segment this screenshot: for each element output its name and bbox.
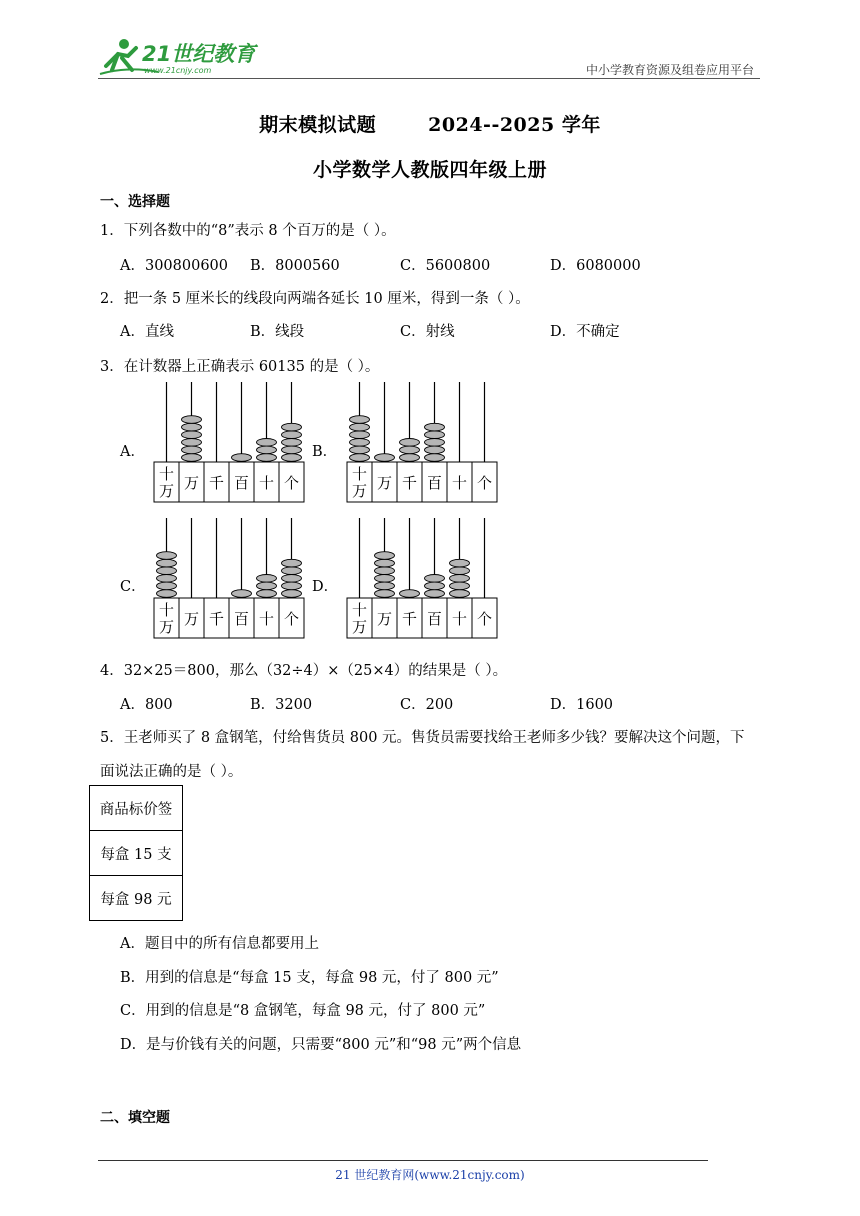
section-heading-fill: 二、填空题: [100, 1110, 170, 1126]
abacus-bead: [450, 590, 470, 598]
abacus-bead: [400, 446, 420, 454]
abacus-bead: [282, 439, 302, 447]
question-3-option-d: D．: [312, 579, 339, 595]
abacus-bead: [157, 567, 177, 575]
abacus-bead: [375, 552, 395, 560]
abacus-bead: [375, 567, 395, 575]
footer-text: 21 世纪教育网(www.21cnjy.com): [335, 1168, 525, 1182]
abacus-bead: [350, 416, 370, 424]
question-3-option-b: B．: [312, 444, 338, 460]
question-5-option-a: A．题目中的所有信息都要用上: [120, 936, 319, 952]
abacus-place-label: 万: [158, 482, 175, 500]
question-1-option-c: C．5600800: [400, 258, 491, 274]
abacus-bead: [375, 559, 395, 567]
question-5-stem-line1: 5．王老师买了 8 盒钢笔，付给售货员 800 元。售货员需要找给王老师多少钱？要解决这个问题，下: [100, 730, 745, 746]
abacus-bead: [157, 552, 177, 560]
abacus-bead: [257, 575, 277, 583]
abacus-bead: [350, 439, 370, 447]
question-4-option-b: B．3200: [250, 697, 313, 713]
abacus-bead: [425, 590, 445, 598]
abacus-bead: [182, 416, 202, 424]
question-5-option-b: B．用到的信息是“每盒 15 支，每盒 98 元，付了 800 元”: [120, 970, 499, 986]
section-heading-choice: 一、选择题: [100, 194, 170, 210]
abacus-bead: [182, 446, 202, 454]
abacus-a: [150, 380, 310, 506]
question-2-option-c: C．射线: [400, 324, 455, 340]
abacus-place-label: 十: [351, 601, 368, 619]
abacus-bead: [282, 582, 302, 590]
question-4-option-a: A．800: [120, 697, 173, 713]
price-tag-quantity: 每盒 15 支: [90, 831, 183, 876]
abacus-bead: [375, 454, 395, 462]
abacus-bead: [232, 590, 252, 598]
abacus-place-label: 万: [351, 618, 368, 636]
abacus-place-label: 百: [233, 474, 250, 492]
logo-url: www.21cnjy.com: [144, 66, 212, 75]
question-4-stem: 4．32×25＝800，那么（32÷4）×（25×4）的结果是（ ）。: [100, 663, 508, 679]
abacus-bead: [157, 559, 177, 567]
abacus-bead: [232, 454, 252, 462]
abacus-place-label: 十: [158, 465, 175, 483]
question-2-option-b: B．线段: [250, 324, 305, 340]
abacus-bead: [450, 567, 470, 575]
title-exam: 期末模拟试题: [259, 114, 377, 136]
abacus-place-label: 百: [426, 474, 443, 492]
question-3-option-a: A．: [120, 444, 145, 460]
abacus-bead: [350, 431, 370, 439]
abacus-bead: [450, 575, 470, 583]
question-1-option-b: B．8000560: [250, 258, 340, 274]
abacus-place-label: 千: [208, 474, 225, 492]
header-divider: [98, 78, 760, 79]
abacus-bead: [350, 454, 370, 462]
question-3-option-c: C．: [120, 579, 146, 595]
abacus-bead: [425, 423, 445, 431]
abacus-bead: [257, 446, 277, 454]
question-2-option-d: D．不确定: [550, 324, 620, 340]
abacus-bead: [425, 431, 445, 439]
abacus-bead: [375, 575, 395, 583]
page-subtitle: 小学数学人教版四年级上册: [312, 159, 547, 181]
abacus-bead: [400, 590, 420, 598]
question-2-option-a: A．直线: [120, 324, 174, 340]
question-3-stem: 3．在计数器上正确表示 60135 的是（ ）。: [100, 359, 380, 375]
abacus-place-label: 十: [258, 474, 275, 492]
abacus-bead: [375, 582, 395, 590]
abacus-place-label: 千: [401, 610, 418, 628]
abacus-bead: [257, 590, 277, 598]
abacus-place-label: 万: [376, 610, 393, 628]
abacus-place-label: 个: [283, 474, 300, 492]
question-1-option-d: D．6080000: [550, 258, 641, 274]
abacus-place-label: 十: [158, 601, 175, 619]
abacus-bead: [425, 582, 445, 590]
abacus-bead: [257, 439, 277, 447]
abacus-bead: [182, 423, 202, 431]
abacus-bead: [450, 582, 470, 590]
abacus-bead: [450, 559, 470, 567]
abacus-bead: [282, 446, 302, 454]
abacus-place-label: 十: [451, 474, 468, 492]
abacus-b: [343, 380, 503, 506]
question-5-option-c: C．用到的信息是“8 盒钢笔，每盒 98 元，付了 800 元”: [120, 1003, 486, 1019]
abacus-bead: [350, 423, 370, 431]
platform-name: 中小学教育资源及组卷应用平台: [585, 63, 754, 77]
page-title: [0, 110, 860, 137]
price-tag-price: 每盒 98 元: [90, 876, 183, 921]
abacus-bead: [157, 575, 177, 583]
abacus-place-label: 个: [476, 610, 493, 628]
abacus-place-label: 百: [233, 610, 250, 628]
abacus-place-label: 万: [183, 610, 200, 628]
abacus-bead: [282, 559, 302, 567]
abacus-bead: [282, 431, 302, 439]
title-year: 2024--2025 学年: [428, 114, 601, 136]
logo: [98, 36, 258, 80]
abacus-bead: [182, 454, 202, 462]
question-4-option-c: C．200: [400, 697, 454, 713]
abacus-bead: [157, 590, 177, 598]
abacus-bead: [375, 590, 395, 598]
logo-text: 21世纪教育: [142, 42, 256, 66]
abacus-bead: [282, 567, 302, 575]
abacus-c: [150, 516, 310, 642]
abacus-bead: [282, 575, 302, 583]
question-1-option-a: A．300800600: [120, 258, 228, 274]
question-5-option-d: D．是与价钱有关的问题，只需要“800 元”和“98 元”两个信息: [120, 1037, 522, 1053]
question-2-stem: 2．把一条 5 厘米长的线段向两端各延长 10 厘米，得到一条（ ）。: [100, 291, 530, 307]
abacus-bead: [182, 431, 202, 439]
abacus-bead: [400, 454, 420, 462]
abacus-bead: [350, 446, 370, 454]
price-tag-table: [89, 785, 183, 921]
abacus-bead: [425, 439, 445, 447]
price-tag-title: 商品标价签: [90, 786, 183, 831]
abacus-bead: [425, 575, 445, 583]
abacus-bead: [257, 582, 277, 590]
abacus-place-label: 万: [158, 618, 175, 636]
abacus-bead: [157, 582, 177, 590]
abacus-place-label: 万: [183, 474, 200, 492]
abacus-bead: [257, 454, 277, 462]
abacus-bead: [282, 423, 302, 431]
abacus-bead: [182, 439, 202, 447]
abacus-bead: [425, 446, 445, 454]
abacus-place-label: 万: [351, 482, 368, 500]
question-1-stem: 1．下列各数中的“8”表示 8 个百万的是（ ）。: [100, 223, 396, 239]
abacus-place-label: 十: [258, 610, 275, 628]
abacus-place-label: 十: [451, 610, 468, 628]
abacus-d: [343, 516, 503, 642]
abacus-place-label: 千: [208, 610, 225, 628]
footer-divider: [98, 1160, 708, 1161]
abacus-place-label: 万: [376, 474, 393, 492]
abacus-place-label: 个: [476, 474, 493, 492]
abacus-bead: [425, 454, 445, 462]
abacus-place-label: 千: [401, 474, 418, 492]
abacus-place-label: 个: [283, 610, 300, 628]
abacus-bead: [400, 439, 420, 447]
abacus-place-label: 十: [351, 465, 368, 483]
abacus-place-label: 百: [426, 610, 443, 628]
abacus-bead: [282, 590, 302, 598]
question-5-stem-line2: 面说法正确的是（ ）。: [100, 764, 243, 780]
question-4-option-d: D．1600: [550, 697, 614, 713]
abacus-bead: [282, 454, 302, 462]
